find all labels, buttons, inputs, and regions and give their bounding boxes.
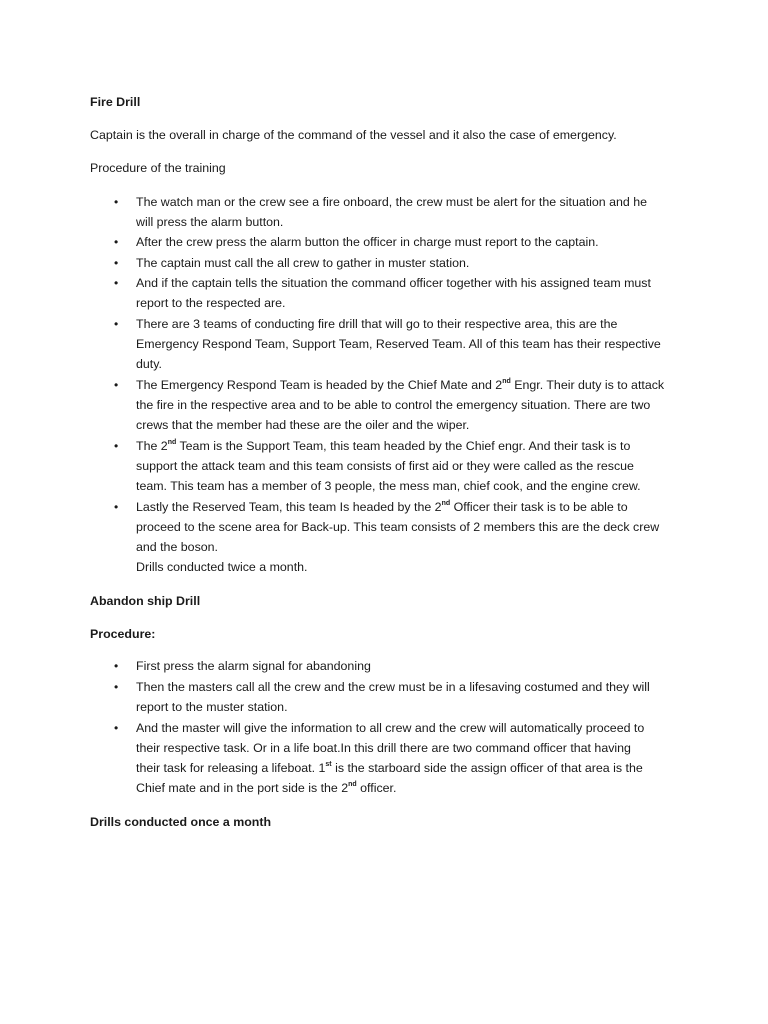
fire-bullet-4-line-1: And if the captain tells the situation the command officer together with his assigned team must (136, 276, 651, 290)
bullet-icon: • (114, 659, 119, 673)
abandon-bullet-3-line-2: their respective task. Or in a life boat.In this drill there are two command officer that having (136, 741, 631, 755)
fire-bullet-7-line-3: team. This team has a member of 3 people, the mess man, chief cook, and the engine crew. (136, 479, 641, 493)
fire-bullet-1-line-1: The watch man or the crew see a fire onboard, the crew must be alert for the situation and he (136, 195, 648, 209)
fire-bullet-7-line-2: support the attack team and this team consists of first aid or they were called as the rescue (136, 459, 634, 473)
fire-bullet-1-line-2: will press the alarm button. (136, 215, 284, 229)
fire-drill-frequency: Drills conducted twice a month. (136, 560, 308, 574)
abandon-bullet-2-line-2: report to the muster station. (136, 700, 288, 714)
fire-bullet-7-line-1: The 2nd Team is the Support Team, this team headed by the Chief engr. And their task is to (136, 439, 631, 453)
fire-drill-procedure-heading: Procedure of the training (90, 161, 226, 175)
fire-bullet-4-line-2: report to the respected are. (136, 296, 286, 310)
abandon-drill-procedure-heading: Procedure: (90, 627, 156, 641)
bullet-icon: • (114, 439, 119, 453)
fire-bullet-6-line-1: The Emergency Respond Team is headed by the Chief Mate and 2nd Engr. Their duty is to attack (136, 378, 665, 392)
fire-bullet-6-line-3: crews that the member had these are the oiler and the wiper. (136, 418, 470, 432)
bullet-icon: • (114, 500, 119, 514)
bullet-icon: • (114, 680, 119, 694)
bullet-icon: • (114, 256, 119, 270)
bullet-icon: • (114, 195, 119, 209)
bullet-icon: • (114, 276, 119, 290)
fire-drill-intro: Captain is the overall in charge of the command of the vessel and it also the case of emergency. (90, 128, 617, 142)
fire-bullet-5-line-1: There are 3 teams of conducting fire drill that will go to their respective area, this are the (136, 317, 618, 331)
fire-bullet-3-line-1: The captain must call the all crew to gather in muster station. (136, 256, 470, 270)
fire-bullet-5-line-2: Emergency Respond Team, Support Team, Reserved Team. All of this team has their respective (136, 337, 661, 351)
fire-bullet-6-line-2: the fire in the respective area and to be able to control the emergency situation. There are two (136, 398, 651, 412)
abandon-bullet-2-line-1: Then the masters call all the crew and the crew must be in a lifesaving costumed and they will (136, 680, 650, 694)
abandon-drill-frequency: Drills conducted once a month (90, 815, 272, 829)
abandon-bullet-3-line-1: And the master will give the information to all crew and the crew will automatically proceed to (136, 721, 645, 735)
fire-bullet-5-line-3: duty. (136, 357, 162, 371)
bullet-icon: • (114, 378, 119, 392)
abandon-bullet-1-line-1: First press the alarm signal for abandoning (136, 659, 371, 673)
fire-bullet-8-line-1: Lastly the Reserved Team, this team Is headed by the 2nd Officer their task is to be able to (136, 500, 628, 514)
abandon-bullet-3-line-3: their task for releasing a lifeboat. 1st is the starboard side the assign officer of that area is the (136, 761, 643, 775)
bullet-icon: • (114, 721, 119, 735)
fire-drill-heading: Fire Drill (90, 95, 141, 109)
fire-bullet-8-line-3: and the boson. (136, 540, 218, 554)
abandon-drill-heading: Abandon ship Drill (90, 594, 201, 608)
bullet-icon: • (114, 317, 119, 331)
fire-bullet-2-line-1: After the crew press the alarm button the officer in charge must report to the captain. (136, 235, 599, 249)
fire-bullet-8-line-2: proceed to the scene area for Back-up. This team consists of 2 members this are the deck crew (136, 520, 660, 534)
abandon-bullet-3-line-4: Chief mate and in the port side is the 2nd officer. (136, 781, 397, 795)
bullet-icon: • (114, 235, 119, 249)
